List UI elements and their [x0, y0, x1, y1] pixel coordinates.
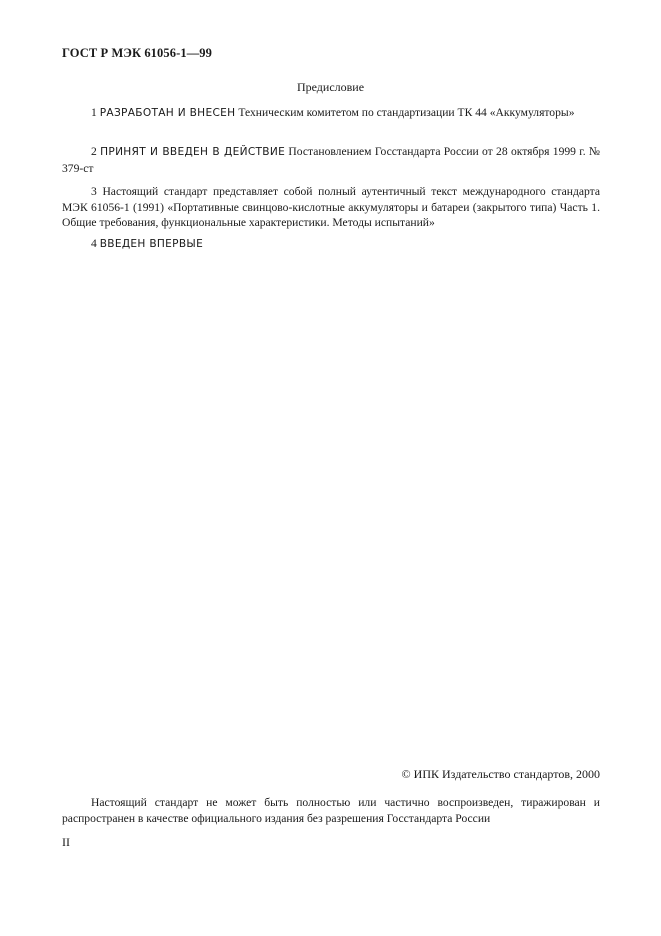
document-id: ГОСТ Р МЭК 61056-1—99 — [62, 46, 212, 60]
item-caps-phrase: ВВЕДЕН ВПЕРВЫЕ — [99, 238, 204, 250]
preface-item-1 — [62, 105, 600, 122]
item-text: Постановлением Госстандарта России от 28 октября 1999 г. № 379-ст — [62, 145, 600, 175]
item-number: 2 — [91, 145, 97, 158]
item-number: 1 — [91, 106, 97, 119]
item-caps-phrase: ПРИНЯТ И ВВЕДЕН В ДЕЙСТВИЕ — [100, 146, 286, 158]
preface-item-2 — [62, 144, 600, 176]
copyright-line: © ИПК Издательство стандартов, 2000 — [401, 767, 600, 781]
item-number: 3 — [91, 185, 97, 198]
preface-item-4 — [62, 236, 600, 253]
item-caps-phrase: РАЗРАБОТАН И ВНЕСЕН — [99, 107, 236, 119]
item-text: Настоящий стандарт представляет собой полный аутентичный текст международного стандарта МЭК 61056-1 (1991) «Портативные свинцово-кислотные аккумуляторы и батареи (закрытого типа) Часть 1. Общие требования, функциональные характеристики. Методы испытаний» — [62, 185, 600, 229]
preface-heading: Предисловие — [296, 80, 365, 94]
item-number: 4 — [91, 237, 97, 250]
item-text: Техническим комитетом по стандартизации ТК 44 «Аккумуляторы» — [238, 106, 575, 119]
preface-item-3 — [62, 184, 600, 231]
reproduction-notice: Настоящий стандарт не может быть полностью или частично воспроизведен, тиражирован и распространен в качестве официального издания без разрешения Госстандарта России — [62, 796, 600, 825]
page-number: II — [62, 835, 70, 849]
